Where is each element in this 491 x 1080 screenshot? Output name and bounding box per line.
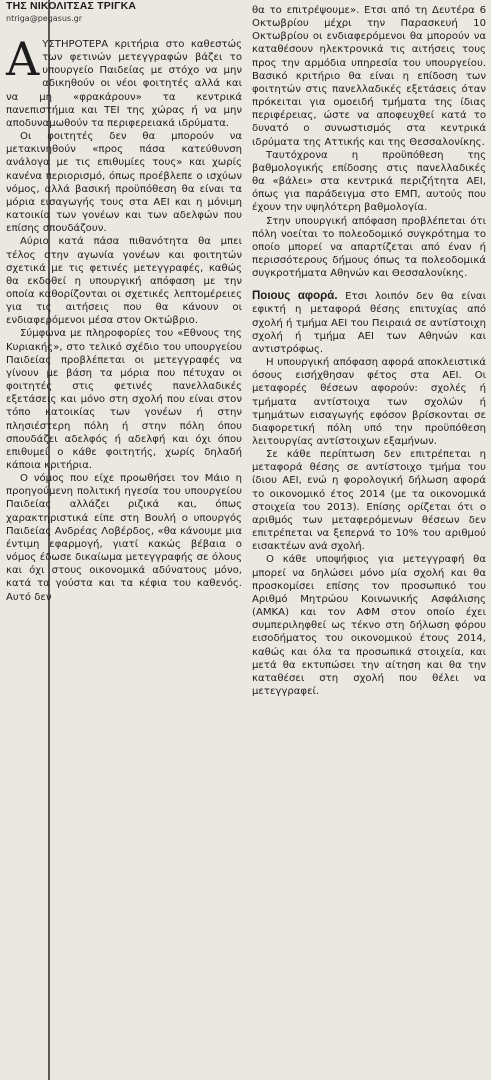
author-name: ΤΗΣ ΝΙΚΟΛΙΤΣΑΣ ΤΡΙΓΚΑ	[6, 0, 137, 12]
paragraph: Σε κάθε περίπτωση δεν επιτρέπεται η μεταφορά θέσης σε αντίστοιχο τμήμα του ίδιου ΑΕΙ, ενώ η φορολογική δήλωση αφορά το οικονομικό έτος 2014 (με τα οικονομικά στοιχεία του 2013). Επίσης ορίζεται ότι ο αριθμός των μεταφερόμενων θέσεων δεν επιτρέπεται να ξεπερνά το 10% του αριθμού εισακτέων ανά σχολή.	[252, 449, 486, 553]
paragraph: Η υπουργική απόφαση αφορά αποκλειστικά όσους εισήχθησαν φέτος στα ΑΕΙ. Οι μεταφορές θέσεων αφορούν: σχολές ή τμήματα αντίστοιχα των σχολών ή τμημάτων εισαγωγής εφόσον βρίσκονται σε διαφορετική πόλη υπό την προϋπόθεση λειτουργίας αντίστοιχων εξαμήνων.	[252, 357, 486, 447]
author-email: ntriga@pegasus.gr	[6, 14, 82, 23]
article-column-left	[6, 32, 242, 604]
paragraph: Ο νόμος που είχε προωθήσει τον Μάιο η προηγούμενη πολιτική ηγεσία του υπουργείου Παιδείας αλλάζει ριζικά και, όπως χαρακτηριστικά είπε στη Βουλή ο υπουργός Παιδείας Ανδρέας Λοβέρδος, «θα κάνουμε μια έντιμη εφαρμογή, γιατί κακώς βέβαια ο νόμος έδωσε δικαίωμα μετεγγραφής σε όλους και όχι στους οικονομικά αδύνατους μόνο, κατά τα γούστα και τα κέφια του καθενός. Αυτό δεν	[6, 473, 242, 603]
drop-cap: Α	[6, 32, 40, 86]
paragraph: Ο κάθε υποψήφιος για μετεγγραφή θα μπορεί να δηλώσει μόνο μία σχολή και θα προσκομίσει επίσης τον προσωπικό του Αριθμό Μητρώου Κοινωνικής Ασφάλισης (ΑΜΚΑ) και τον ΑΦΜ στον οποίο έχει συμπεριληφθεί ως τέκνο στη δήλωση φόρου εισοδήματος του οικονομικού έτους 2014, καθώς και όλα τα προσωπικά στοιχεία, και μετά θα εκτυπώσει την αίτηση και θα την καταθέσει στη σχολή που θέλει να μετεγγραφεί.	[252, 554, 486, 697]
paragraph: Ταυτόχρονα η προϋπόθεση της βαθμολογικής επίδοσης στις πανελλαδικές θα «βάλει» στα κεντρικά περιζήτητα ΑΕΙ, όπως για παράδειγμα στο ΕΜΠ, αυτούς που έχουν την υψηλότερη βαθμολογία.	[252, 149, 486, 214]
paragraph: θα το επιτρέψουμε». Ετσι από τη Δευτέρα 6 Οκτωβρίου μέχρι την Παρασκευή 10 Οκτωβρίου οι ενδιαφερόμενοι θα μπορούν να καταθέσουν ηλεκτρονικά τις αιτήσεις τους προς την αρμόδια υπηρεσία του υπουργείου. Βασικό κριτήριο θα είναι η επίδοση των φοιτητών στις πανελλαδικές εξετάσεις όταν πρόκειται για ομοειδή τμήματα της ίδιας περιφέρειας, ώστε να αποφευχθεί κατά το δυνατό ο συνωστισμός στα κεντρικά ιδρύματα της Αττικής και της Θεσσαλονίκης.	[252, 5, 486, 148]
byline	[6, 0, 246, 24]
paragraph: Οι φοιτητές δεν θα μπορούν να μετακινηθούν «προς πάσα κατεύθυνση ανάλογα με τις επιθυμίες τους» και χωρίς κανένα περιορισμό, όπως προέβλεπε ο ισχύων νόμος, αλλά βασική προϋπόθεση θα είναι τα μόρια εισαγωγής τους στα ΑΕΙ και η μόνιμη κατοικία των γονέων και των αδελφών που επίσης σπουδάζουν.	[6, 131, 242, 235]
subheading: Ποιους αφορά.	[252, 290, 338, 303]
paragraph-text: Ετσι λοιπόν δεν θα είναι εφικτή η μεταφορά θέσης επιτυχίας από σχολή ή τμήμα ΑΕΙ του Πειραιά σε αντίστοιχη σχολή ή τμήμα ΑΕΙ των Αθηνών και αντιστρόφως.	[252, 291, 486, 355]
article-column-right	[252, 4, 486, 698]
paragraph	[6, 32, 242, 130]
paragraph: Αύριο κατά πάσα πιθανότητα θα μπει τέλος στην αγωνία γονέων και φοιτητών σχετικά με τις φετινές μετεγγραφές, καθώς θα εκδοθεί η υπουργική απόφαση με την οποία καθορίζονται οι σχετικές λεπτομέρειες για τις αιτήσεις που θα κάνουν οι ενδιαφερόμενοι μέσα στον Οκτώβριο.	[6, 236, 242, 327]
paragraph-text: ΥΣΤΗΡΟΤΕΡΑ κριτήρια στο καθεστώς των φετινών μετεγγραφών βάζει το υπουργείο Παιδείας με στόχο να μην αδικηθούν οι νέοι φοιτητές αλλά και να μη «φρακάρουν» τα κεντρικά πανεπιστήμια και ΤΕΙ της χώρας ή να μην αποδυναμωθούν τα περιφερειακά ιδρύματα.	[6, 39, 242, 129]
section-gap	[252, 280, 486, 290]
paragraph: Στην υπουργική απόφαση προβλέπεται ότι πόλη νοείται το πολεοδομικό συγκρότημα το οποίο μπορεί να απαρτίζεται από έναν ή περισσότερους δήμους όπως τα πολεοδομικά συγκροτήματα Αθηνών και Θεσσαλονίκης.	[252, 215, 486, 280]
paragraph	[252, 290, 486, 356]
paragraph: Σύμφωνα με πληροφορίες του «Εθνους της Κυριακής», στο τελικό σχέδιο του υπουργείου Παιδείας προβλέπεται οι μετεγγραφές να γίνουν με βάση τα μόρια που πέτυχαν οι φοιτητές στις φετινές πανελλαδικές εξετάσεις και μόνο στη σχολή που είναι στον τόπο κατοικίας των γονέων ή στην πλησιέστερη πόλη ή στην πόλη όπου σπουδάζει αδελφός ή αδελφή και όχι όπου επιθυμεί ο κάθε φοιτητής, χωρίς δηλαδή κάποια κριτήρια.	[6, 328, 242, 471]
